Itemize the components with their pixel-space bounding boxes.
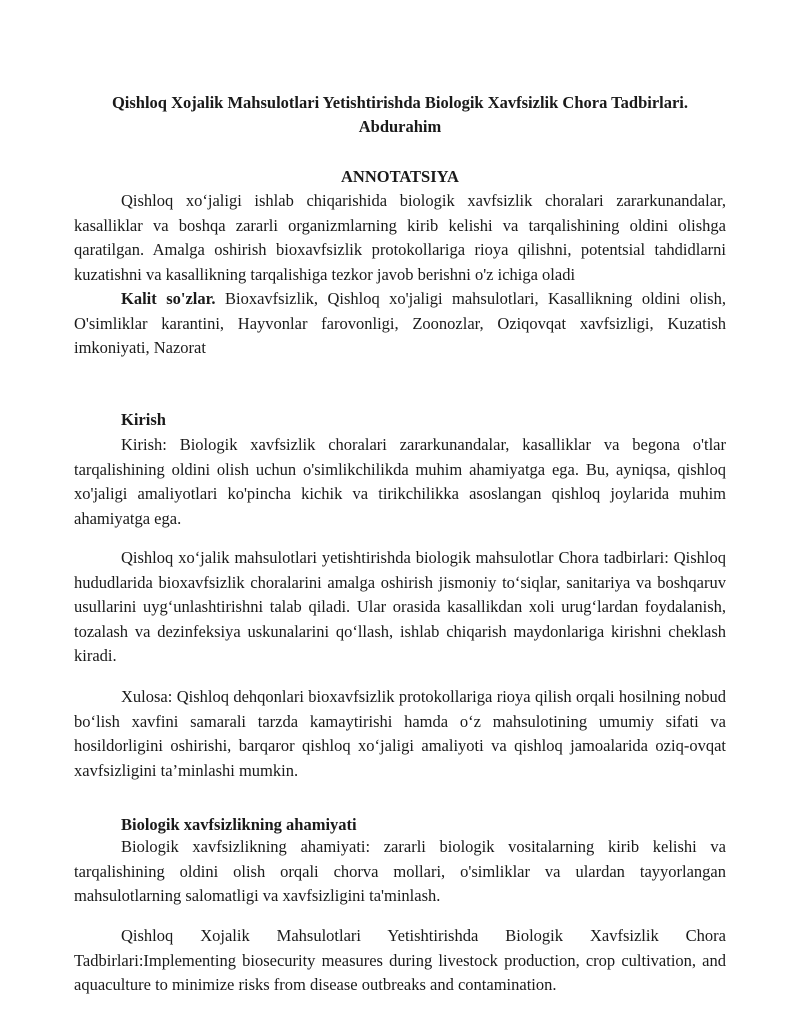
keywords-label: Kalit so'zlar. <box>121 289 216 308</box>
section-heading-introduction: Kirish <box>121 410 166 429</box>
introduction-paragraph: Kirish: Biologik xavfsizlik choralari zararkunandalar, kasalliklar va begona o'tlar tarqalishining oldini olish uchun o'simlikchilikda muhim ahamiyatga ega. Bu, ayniqsa, qishloq xo'jaligi amaliyotlari ko'pincha kichik va tirikchilikka asoslangan qishloq joylarida muhim ahamiyatga ega. <box>74 435 726 528</box>
english-summary-paragraph: Qishloq Xojalik Mahsulotlari Yetishtirishda Biologik Xavfsizlik Chora Tadbirlari:Implementing biosecurity measures during livestock production, crop cultivation, and aquaculture to minimize risks from disease outbreaks and contamination. <box>74 926 726 994</box>
conclusion-paragraph: Xulosa: Qishloq dehqonlari bioxavfsizlik protokollariga rioya qilish orqali hosilning nobud bo‘lish xavfini samarali tarzda kamaytirishi hamda o‘z mahsulotining umumiy sifati va hosildorligini oshirishi, barqaror qishloq xo‘jaligi amaliyoti va qishloq jamoalarida oziq-ovqat xavfsizligini ta’minlashi mumkin. <box>74 687 726 780</box>
importance-paragraph: Biologik xavfsizlikning ahamiyati: zararli biologik vositalarning kirib kelishi va tarqalishining oldini olish orqali chorva mollari, o'simliklar va ulardan tayyorlangan mahsulotlarning salomatligi va xavfsizligini ta'minlash. <box>74 837 726 905</box>
keywords-paragraph <box>74 287 726 361</box>
section-heading-importance: Biologik xavfsizlikning ahamiyati <box>121 815 357 834</box>
keywords-text: Bioxavfsizlik, Qishloq xo'jaligi mahsulotlari, Kasallikning oldini olish, O'simliklar karantini, Hayvonlar farovonligi, Zoonozlar, Oziqovqat xavfsizligi, Kuzatish imkoniyati, Nazorat <box>74 289 726 357</box>
measures-paragraph: Qishloq xo‘jalik mahsulotlari yetishtirishda biologik mahsulotlar Chora tadbirlari: Qishloq hududlarida bioxavfsizlik choralarini amalga oshirish jismoniy to‘siqlar, sanitariya va boshqaruv usullarini uyg‘unlashtirishni talab qiladi. Ular orasida kasallikdan xoli urug‘lardan foydalanish, tozalash va dezinfeksiya uskunalarini qo‘llash, ishlab chiqarish maydonlariga kirishni cheklash kiradi. <box>74 548 726 665</box>
abstract-heading: ANNOTATSIYA <box>341 167 459 186</box>
author-name: Abdurahim <box>358 117 442 136</box>
paper-title: Qishloq Xojalik Mahsulotlari Yetishtirishda Biologik Xavfsizlik Chora Tadbirlari. <box>111 93 689 112</box>
abstract-text: Qishloq xo‘jaligi ishlab chiqarishida biologik xavfsizlik choralari zararkunandalar, kasalliklar va boshqa zararli organizmlarning kirib kelishi va tarqalishining oldini olishga qaratilgan. Amalga oshirish bioxavfsizlik protokollariga rioya qilishni, potentsial tahdidlarni kuzatishni va kasallikning tarqalishiga tezkor javob berishni o'z ichiga oladi <box>74 191 726 284</box>
